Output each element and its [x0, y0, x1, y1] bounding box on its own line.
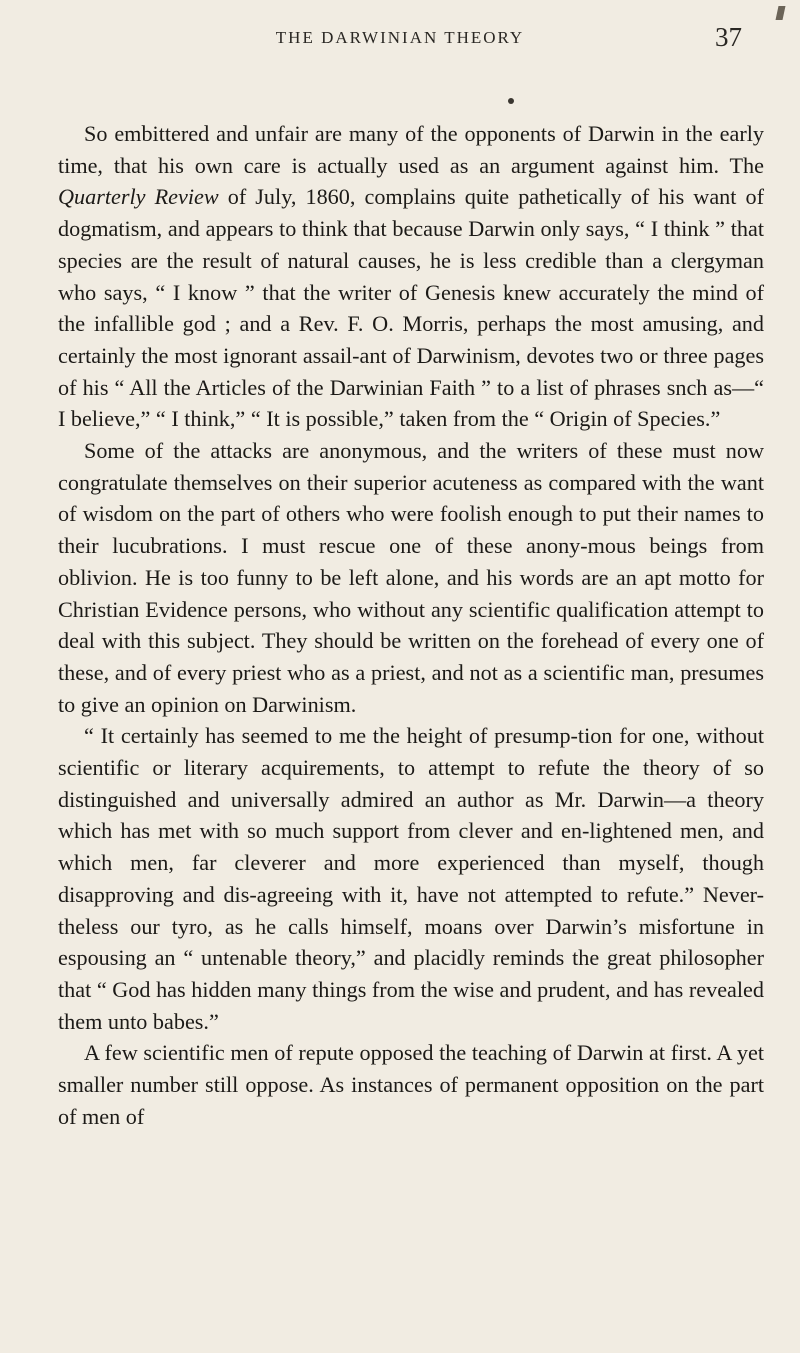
paragraph-text: of July, 1860, complains quite pathetically of his want of dogmatism, and appears to think that because Darwin only says, “ I think ” that species are the result of natural causes, he is less credible than a clergyman who says, “ I know ” that the writer of Genesis knew accurately the mind of the infallible god ; and a Rev. F. O. Morris, perhaps the most amusing, and certainly the most ignorant assail-ant of Darwinism, devotes two or three pages of his “ All the Articles of the Darwinian Faith ” to a list of phrases snch as—“ I believe,” “ I think,” “ It is possible,” taken from the “ Origin of Species.”	[58, 184, 764, 432]
paragraph	[58, 435, 764, 720]
running-head	[0, 22, 800, 72]
paragraph-text: A few scientific men of repute opposed the teaching of Darwin at first. A yet smaller number still oppose. As instances of permanent opposition on the part of men of	[58, 1040, 764, 1129]
page-number: 37	[715, 22, 742, 52]
paragraph	[58, 118, 764, 435]
italic-title: Quarterly Review	[58, 184, 219, 210]
printer-dot	[508, 98, 514, 104]
body-text	[58, 118, 764, 1133]
paragraph	[58, 1037, 764, 1132]
running-title: THE DARWINIAN THEORY	[275, 28, 525, 47]
paragraph-text: So embittered and unfair are many of the opponents of Darwin in the early time, that his own care is actually used as an argument against him. The	[58, 121, 764, 178]
paragraph-text: Some of the attacks are anonymous, and the writers of these must now congratulate themselves on their superior acuteness as compared with the want of wisdom on the part of others who were foolish enough to put their names to their lucubrations. I must rescue one of these anony-mous beings from oblivion. He is too funny to be left alone, and his words are an apt motto for Christian Evidence persons, who without any scientific qualification attempt to deal with this subject. They should be written on the forehead of every one of these, and of every priest who as a priest, and not as a scientific man, presumes to give an opinion on Darwinism.	[58, 438, 764, 717]
corner-mark	[776, 6, 786, 20]
paragraph-text: “ It certainly has seemed to me the height of presump-tion for one, without scientific or literary acquirements, to attempt to refute the theory of so distinguished and universally admired an author as Mr. Darwin—a theory which has met with so much support from clever and en-lightened men, and which men, far cleverer and more experienced than myself, though disapproving and dis-agreeing with it, have not attempted to refute.” Never-theless our tyro, as he calls himself, moans over Darwin’s misfortune in espousing an “ untenable theory,” and placidly reminds the great philosopher that “ God has hidden many things from the wise and prudent, and has revealed them unto babes.”	[58, 723, 764, 1034]
paragraph	[58, 720, 764, 1037]
